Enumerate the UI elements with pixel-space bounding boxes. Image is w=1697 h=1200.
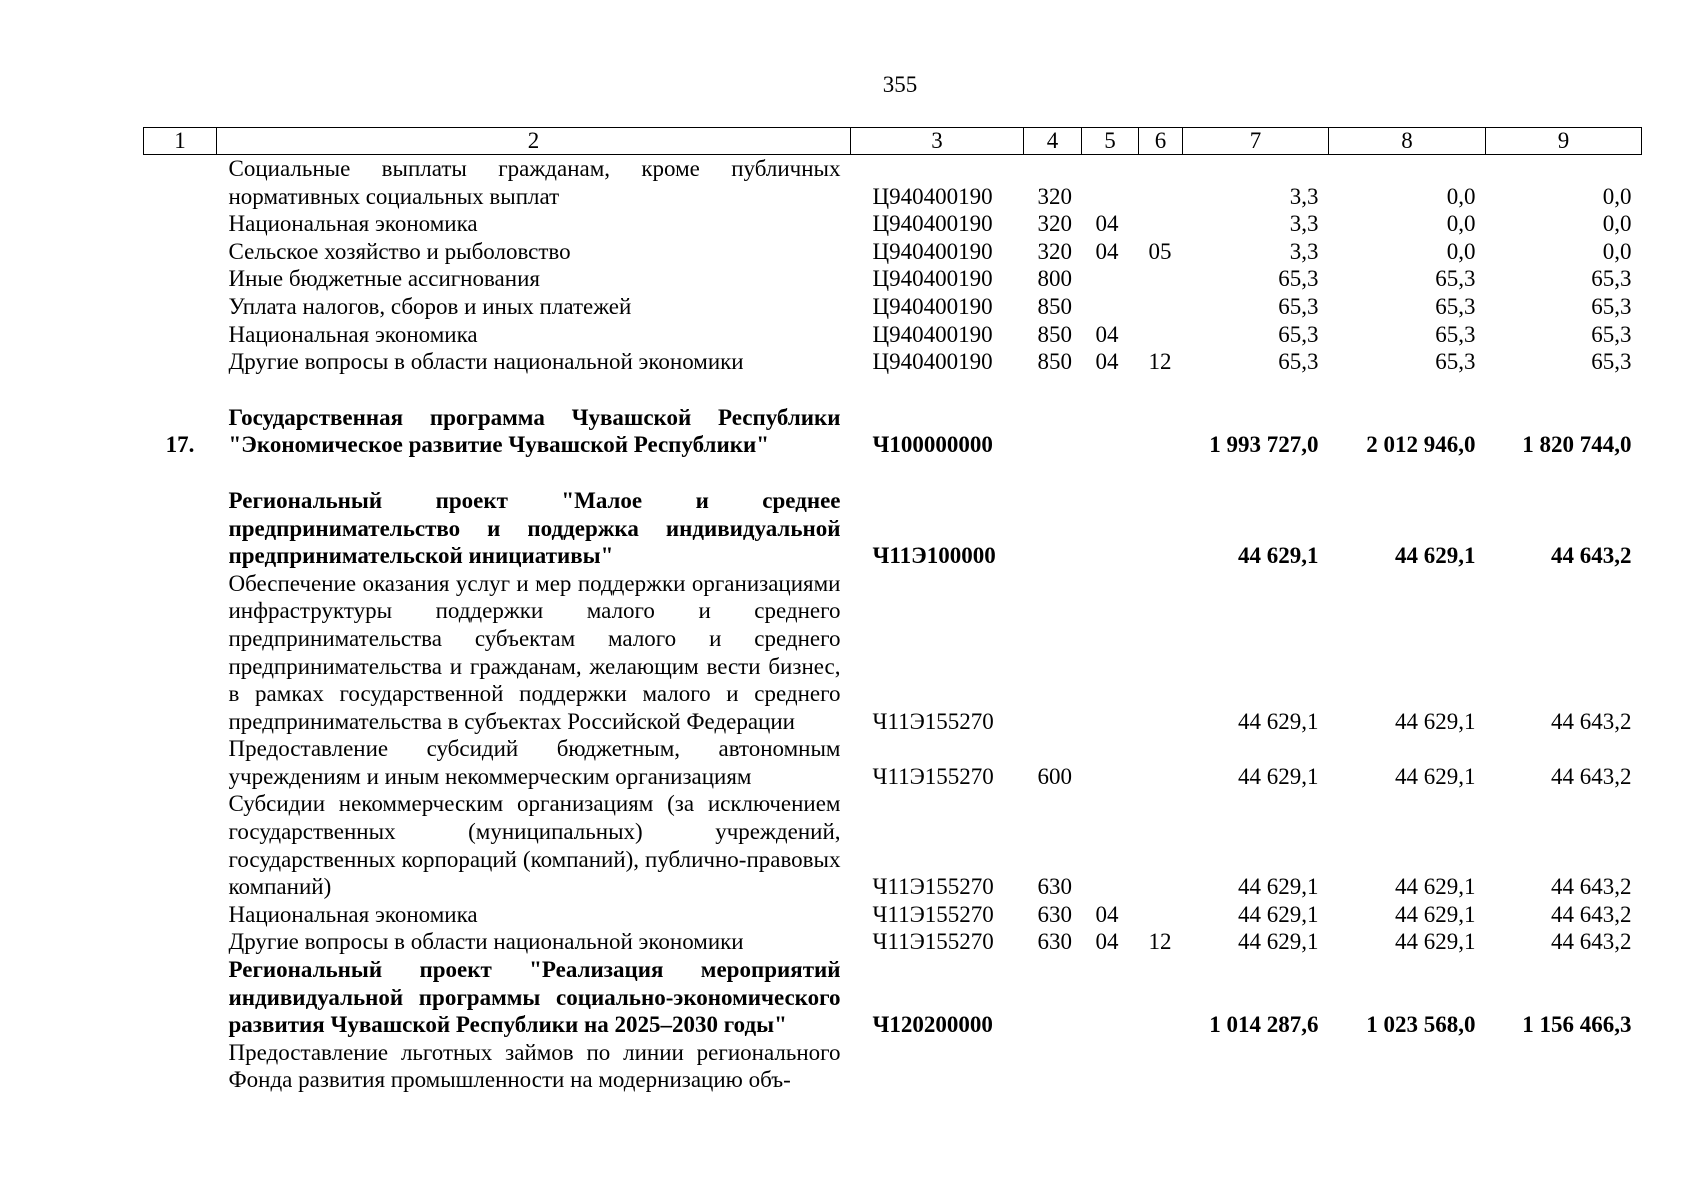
table-row xyxy=(144,901,1642,929)
row-target-code: Ч11Э155270 xyxy=(872,929,994,955)
row-amount-col9: 0,0 xyxy=(1602,183,1632,209)
row-expense-type xyxy=(1024,487,1082,570)
row-expense-type: 320 xyxy=(1037,238,1072,264)
row-expense-type: 630 xyxy=(1037,874,1072,900)
row-amount-col8: 0,0 xyxy=(1446,183,1476,209)
row-target-code: Ц940400190 xyxy=(872,238,993,264)
row-amount-col7: 44 629,1 xyxy=(1238,763,1319,789)
row-section: 04 xyxy=(1095,238,1119,264)
row-target-code: Ц940400190 xyxy=(872,211,993,237)
table-row xyxy=(144,1039,1642,1094)
row-section xyxy=(1082,735,1139,790)
row-name: Обеспечение оказания услуг и мер поддержки организациями инфраструктуры поддержки малого и среднего предпринимательства субъектам малого и среднего предпринимательства и гражданам, желающим вести бизнес, в рамках государственной поддержки малого и среднего предпринимательства в субъектах Российской Федерации xyxy=(228,570,841,734)
row-amount-col7: 1 993 727,0 xyxy=(1209,432,1319,458)
row-amount-col7: 1 014 287,6 xyxy=(1209,1012,1319,1038)
row-amount-col7: 44 629,1 xyxy=(1238,874,1319,900)
row-target-code: Ч11Э155270 xyxy=(872,901,994,927)
row-amount-col7: 3,3 xyxy=(1289,238,1319,264)
row-section xyxy=(1082,293,1139,321)
row-name: Иные бюджетные ассигнования xyxy=(228,266,540,292)
row-section xyxy=(1082,570,1139,736)
row-amount-col9: 1 820 744,0 xyxy=(1522,432,1632,458)
table-row xyxy=(144,293,1642,321)
row-number xyxy=(144,238,217,266)
row-amount-col9: 0,0 xyxy=(1602,238,1632,264)
row-name: Национальная экономика xyxy=(228,901,478,927)
row-amount-col9: 1 156 466,3 xyxy=(1522,1012,1632,1038)
row-amount-col7 xyxy=(1183,1039,1329,1094)
row-amount-col7: 65,3 xyxy=(1278,266,1319,292)
row-expense-type: 630 xyxy=(1037,929,1072,955)
table-row xyxy=(144,321,1642,349)
row-amount-col9: 65,3 xyxy=(1591,321,1632,347)
row-section xyxy=(1082,790,1139,900)
row-section xyxy=(1082,265,1139,293)
row-expense-type: 320 xyxy=(1037,183,1072,209)
row-number xyxy=(144,487,217,570)
row-expense-type xyxy=(1024,956,1082,1039)
row-number xyxy=(144,155,217,211)
row-amount-col8: 44 629,1 xyxy=(1395,708,1476,734)
row-amount-col8: 0,0 xyxy=(1446,211,1476,237)
row-section: 04 xyxy=(1095,349,1119,375)
table-row xyxy=(144,735,1642,790)
table-row xyxy=(144,238,1642,266)
row-number xyxy=(144,348,217,376)
row-expense-type: 850 xyxy=(1037,321,1072,347)
row-section xyxy=(1082,487,1139,570)
row-expense-type xyxy=(1024,404,1082,459)
table-header xyxy=(144,128,1642,155)
row-name: Предоставление льготных займов по линии регионального Фонда развития промышленности на модернизацию объ- xyxy=(228,1039,841,1093)
row-target-code: Ц940400190 xyxy=(872,293,993,319)
row-subsection xyxy=(1139,790,1183,900)
row-target-code: Ч11Э100000 xyxy=(872,543,996,569)
spacer-cell xyxy=(144,459,1642,487)
header-cell: 7 xyxy=(1183,128,1329,155)
row-expense-type: 320 xyxy=(1037,211,1072,237)
row-amount-col8: 44 629,1 xyxy=(1395,874,1476,900)
table-row xyxy=(144,265,1642,293)
row-number xyxy=(144,956,217,1039)
column-number-row xyxy=(144,128,1642,155)
row-amount-col8: 65,3 xyxy=(1435,293,1476,319)
spacer-cell xyxy=(144,376,1642,404)
row-target-code: Ц940400190 xyxy=(872,266,993,292)
table-row xyxy=(144,404,1642,459)
header-cell: 3 xyxy=(851,128,1024,155)
row-subsection xyxy=(1139,570,1183,736)
row-subsection xyxy=(1139,321,1183,349)
row-section: 04 xyxy=(1095,929,1119,955)
budget-table xyxy=(143,127,1642,1094)
row-target-code: Ч120200000 xyxy=(872,1012,993,1038)
row-expense-type: 850 xyxy=(1037,349,1072,375)
row-amount-col8: 44 629,1 xyxy=(1395,929,1476,955)
row-expense-type: 800 xyxy=(1037,266,1072,292)
table-row xyxy=(144,928,1642,956)
row-amount-col8: 44 629,1 xyxy=(1395,901,1476,927)
row-number xyxy=(144,293,217,321)
row-subsection xyxy=(1139,956,1183,1039)
header-cell: 4 xyxy=(1024,128,1082,155)
row-amount-col9 xyxy=(1486,1039,1642,1094)
row-amount-col8: 44 629,1 xyxy=(1395,763,1476,789)
spacer-row xyxy=(144,376,1642,404)
row-amount-col8: 1 023 568,0 xyxy=(1366,1012,1476,1038)
row-target-code: Ц940400190 xyxy=(872,183,993,209)
row-section xyxy=(1082,155,1139,211)
row-amount-col7: 44 629,1 xyxy=(1238,708,1319,734)
row-name: Национальная экономика xyxy=(228,211,478,237)
row-amount-col9: 44 643,2 xyxy=(1551,763,1632,789)
row-subsection xyxy=(1139,487,1183,570)
row-amount-col9: 44 643,2 xyxy=(1551,929,1632,955)
row-section: 04 xyxy=(1095,321,1119,347)
row-amount-col9: 44 643,2 xyxy=(1551,901,1632,927)
row-expense-type: 600 xyxy=(1037,763,1072,789)
row-subsection xyxy=(1139,735,1183,790)
table-row xyxy=(144,790,1642,900)
header-cell: 8 xyxy=(1329,128,1486,155)
row-amount-col8: 44 629,1 xyxy=(1395,543,1476,569)
row-amount-col7: 65,3 xyxy=(1278,321,1319,347)
table-row xyxy=(144,155,1642,211)
row-amount-col8: 2 012 946,0 xyxy=(1366,432,1476,458)
row-section: 04 xyxy=(1095,901,1119,927)
row-amount-col7: 65,3 xyxy=(1278,349,1319,375)
table-row xyxy=(144,956,1642,1039)
row-subsection xyxy=(1139,155,1183,211)
row-section xyxy=(1082,1039,1139,1094)
row-number xyxy=(144,790,217,900)
row-number xyxy=(144,1039,217,1094)
row-target-code: Ч11Э155270 xyxy=(872,763,994,789)
row-number xyxy=(144,321,217,349)
row-number xyxy=(144,735,217,790)
row-number xyxy=(144,265,217,293)
row-target-code: Ц940400190 xyxy=(872,349,993,375)
header-cell: 5 xyxy=(1082,128,1139,155)
row-amount-col8: 65,3 xyxy=(1435,349,1476,375)
row-name: Другие вопросы в области национальной экономики xyxy=(228,349,744,375)
header-cell: 1 xyxy=(144,128,217,155)
row-name: Сельское хозяйство и рыболовство xyxy=(228,238,571,264)
row-subsection: 12 xyxy=(1148,349,1172,375)
row-number xyxy=(144,901,217,929)
row-target-code xyxy=(851,1039,1024,1094)
row-name: Уплата налогов, сборов и иных платежей xyxy=(228,293,632,319)
row-amount-col9: 0,0 xyxy=(1602,211,1632,237)
header-cell: 9 xyxy=(1486,128,1642,155)
row-number: 17. xyxy=(165,432,195,458)
row-amount-col7: 44 629,1 xyxy=(1238,901,1319,927)
row-target-code: Ч11Э155270 xyxy=(872,874,994,900)
row-amount-col7: 44 629,1 xyxy=(1238,543,1319,569)
row-amount-col9: 44 643,2 xyxy=(1551,708,1632,734)
row-amount-col9: 65,3 xyxy=(1591,293,1632,319)
spacer-row xyxy=(144,459,1642,487)
row-section: 04 xyxy=(1095,211,1119,237)
row-subsection xyxy=(1139,265,1183,293)
row-name: Субсидии некоммерческим организациям (за исключением государственных (муниципальных) учреждений, государственных корпораций (компаний), публично-правовых компаний) xyxy=(228,791,841,900)
row-subsection: 12 xyxy=(1148,929,1172,955)
row-section xyxy=(1082,404,1139,459)
table-row xyxy=(144,487,1642,570)
row-amount-col9: 44 643,2 xyxy=(1551,543,1632,569)
row-amount-col7: 3,3 xyxy=(1289,183,1319,209)
row-name: Социальные выплаты гражданам, кроме публичных нормативных социальных выплат xyxy=(228,156,841,209)
budget-table-container xyxy=(143,127,1641,1094)
row-amount-col8: 65,3 xyxy=(1435,266,1476,292)
row-name: Региональный проект "Малое и среднее предпринимательство и поддержка индивидуальной предпринимательской инициативы" xyxy=(228,487,841,569)
row-target-code: Ч11Э155270 xyxy=(872,708,994,734)
row-target-code: Ц940400190 xyxy=(872,321,993,347)
row-name: Национальная экономика xyxy=(228,321,478,347)
row-expense-type xyxy=(1024,1039,1082,1094)
row-section xyxy=(1082,956,1139,1039)
table-row xyxy=(144,570,1642,736)
row-name: Региональный проект "Реализация мероприятий индивидуальной программы социально-экономического развития Чувашской Республики на 2025–2030 годы" xyxy=(228,957,841,1038)
row-subsection xyxy=(1139,210,1183,238)
header-cell: 2 xyxy=(217,128,851,155)
row-amount-col8 xyxy=(1329,1039,1486,1094)
row-expense-type: 850 xyxy=(1037,293,1072,319)
row-subsection xyxy=(1139,1039,1183,1094)
row-name: Предоставление субсидий бюджетным, автономным учреждениям и иным некоммерческим организациям xyxy=(228,736,841,789)
row-amount-col9: 65,3 xyxy=(1591,349,1632,375)
row-expense-type xyxy=(1024,570,1082,736)
row-amount-col9: 44 643,2 xyxy=(1551,874,1632,900)
row-target-code: Ч100000000 xyxy=(872,432,993,458)
row-name: Государственная программа Чувашской Республики "Экономическое развитие Чувашской Республики" xyxy=(228,404,841,458)
row-number xyxy=(144,570,217,736)
header-cell: 6 xyxy=(1139,128,1183,155)
row-number xyxy=(144,928,217,956)
row-amount-col7: 3,3 xyxy=(1289,211,1319,237)
row-amount-col8: 0,0 xyxy=(1446,238,1476,264)
row-amount-col7: 44 629,1 xyxy=(1238,929,1319,955)
row-subsection xyxy=(1139,901,1183,929)
row-number xyxy=(144,210,217,238)
row-amount-col9: 65,3 xyxy=(1591,266,1632,292)
table-row xyxy=(144,348,1642,376)
page-number: 355 xyxy=(882,72,918,97)
row-amount-col8: 65,3 xyxy=(1435,321,1476,347)
row-subsection xyxy=(1139,293,1183,321)
table-row xyxy=(144,210,1642,238)
row-subsection: 05 xyxy=(1148,238,1172,264)
row-expense-type: 630 xyxy=(1037,901,1072,927)
row-name: Другие вопросы в области национальной экономики xyxy=(228,929,744,955)
row-subsection xyxy=(1139,404,1183,459)
table-body xyxy=(144,155,1642,1095)
row-amount-col7: 65,3 xyxy=(1278,293,1319,319)
